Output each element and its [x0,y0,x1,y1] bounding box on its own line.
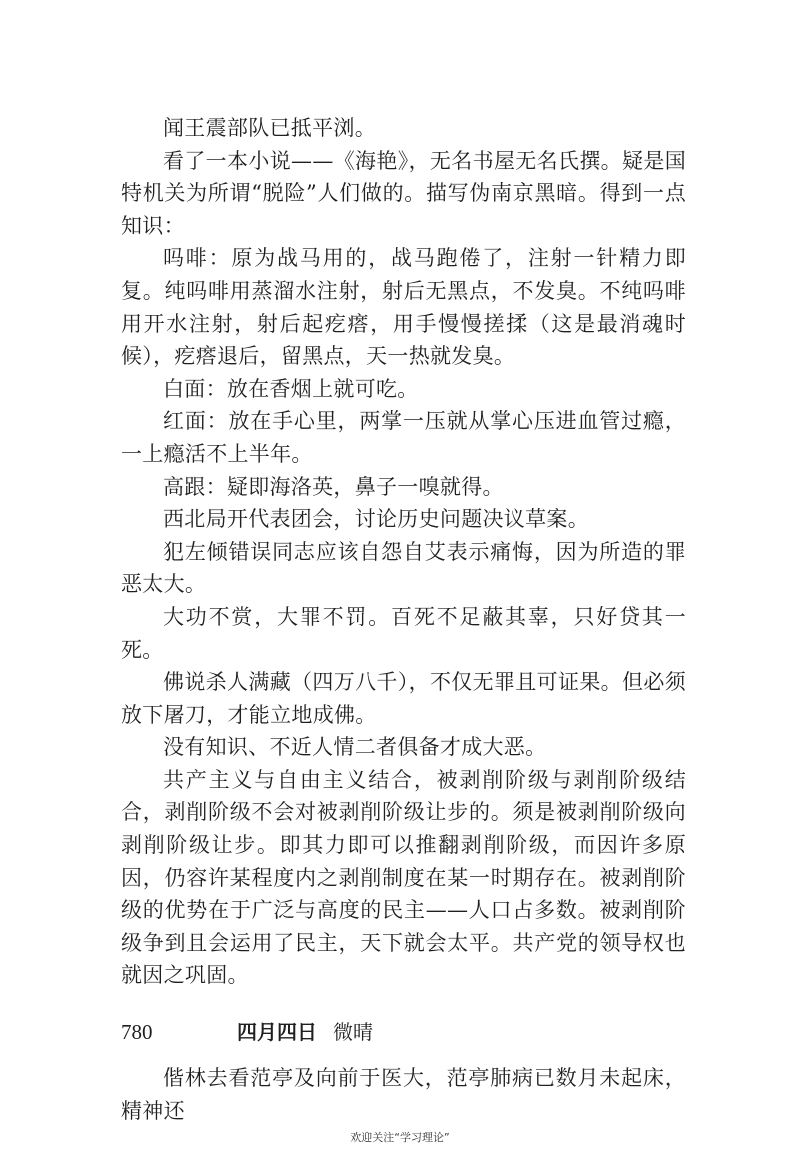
paragraph: 看了一本小说——《海艳》，无名书屋无名氏撰。疑是国特机关为所谓“脱险”人们做的。描写伪南京黑暗。得到一点知识： [121,148,686,238]
page-number: 780 [121,1020,153,1044]
paragraph: 大功不赏，大罪不罚。百死不足蔽其辜，只好贷其一死。 [121,604,686,662]
paragraph: 佛说杀人满藏（四万八千），不仅无罪且可证果。但必须放下屠刀，才能立地成佛。 [121,670,686,727]
paragraph: 共产主义与自由主义结合，被剥削阶级与剥削阶级结合，剥削阶级不会对被剥削阶级让步的。须是被剥削阶级向剥削阶级让步。即其力即可以推翻剥削阶级，而因许多原因，仍容许某程度内之剥削制度在某一时期存在。被剥削阶级的优势在于广泛与高度的民主——人口占多数。被剥削阶级争到且会运用了民主，天下就会太平。共产党的领导权也就因之巩固。 [121,767,686,988]
paragraph: 犯左倾错误同志应该自怨自艾表示痛悔，因为所造的罪恶太大。 [121,539,686,597]
page-body [121,112,686,1127]
paragraph: 没有知识、不近人情二者俱备才成大恶。 [163,735,547,760]
paragraph: 高跟：疑即海洛英，鼻子一嗅就得。 [163,474,504,499]
diary-date: 四月四日 [237,1020,317,1045]
paragraph: 闻王震部队已抵平浏。 [163,116,376,140]
paragraph: 白面：放在香烟上就可吃。 [163,376,419,401]
diary-weather: 微晴 [333,1020,373,1045]
paragraph: 偕林去看范亭及向前于医大，范亭肺病已数月未起床，精神还 [121,1066,686,1123]
paragraph: 红面：放在手心里，两掌一压就从掌心压进血管过瘾，一上瘾活不上半年。 [121,409,686,466]
watermark-caption: 欢迎关注“学习理论” [350,1131,450,1144]
diary-date-heading [121,1016,686,1048]
paragraph: 吗啡：原为战马用的，战马跑倦了，注射一针精力即复。纯吗啡用蒸溜水注射，射后无黑点，不发臭。不纯吗啡用开水注射，射后起疙瘩，用手慢慢搓揉（这是最消魂时候），疙瘩退后，留黑点，天一热就发臭。 [121,246,686,369]
paragraph: 西北局开代表团会，讨论历史问题决议草案。 [163,507,589,532]
